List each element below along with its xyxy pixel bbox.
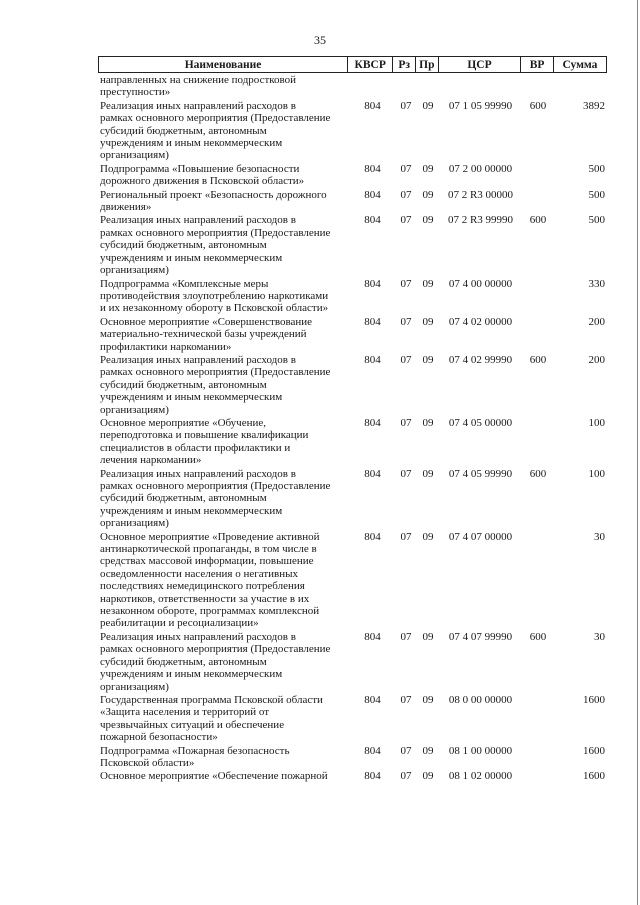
name-line: учреждениям и иным некоммерческим	[100, 251, 283, 264]
cell-rz: 07	[400, 770, 412, 783]
name-line: лечения наркомании»	[100, 454, 202, 467]
cell-rz: 07	[400, 277, 412, 290]
name-line: Реализация иных направлений расходов в	[100, 99, 296, 112]
name-line: Основное мероприятие «Обеспечение пожарной	[100, 770, 328, 783]
name-line: преступности»	[100, 86, 171, 99]
cell-pr: 09	[422, 770, 434, 783]
name-line: последствиях немедицинского потребления	[100, 580, 305, 593]
cell-csr: 07 4 05 99990	[448, 467, 513, 480]
cell-kvsr	[350, 74, 395, 99]
name-line: специалистов в области профилактики и	[100, 441, 291, 454]
name-line: движения»	[100, 201, 152, 214]
cell-csr: 08 1 00 00000	[448, 744, 513, 757]
name-line: организациям)	[100, 149, 169, 162]
header-vr: ВР	[521, 57, 554, 72]
cell-sum: 1600	[583, 770, 605, 783]
table-body	[98, 74, 607, 783]
cell-vr	[522, 694, 554, 744]
cell-sum: 1600	[583, 744, 605, 757]
name-line: рамках основного мероприятия (Предоставление	[100, 643, 331, 656]
cell-rz: 07	[400, 530, 412, 543]
cell-name	[98, 694, 350, 744]
cell-pr: 09	[422, 162, 434, 175]
table-row	[98, 74, 607, 99]
cell-vr	[522, 745, 554, 770]
table-row	[98, 770, 607, 782]
cell-rz: 07	[400, 744, 412, 757]
cell-name	[98, 189, 350, 214]
cell-csr: 07 2 R3 00000	[447, 188, 514, 201]
cell-pr: 09	[422, 277, 434, 290]
header-name: Наименование	[99, 57, 348, 72]
cell-name	[98, 316, 350, 353]
name-line: наркотиков, ответственности за участие в их	[100, 592, 310, 605]
name-line: субсидий бюджетным, автономным	[100, 124, 267, 137]
name-line: учреждениям и иным некоммерческим	[100, 668, 283, 681]
cell-pr: 09	[422, 188, 434, 201]
name-line: рамках основного мероприятия (Предоставление	[100, 366, 331, 379]
cell-vr: 600	[529, 353, 547, 366]
cell-kvsr: 804	[364, 214, 381, 227]
cell-name	[98, 354, 350, 416]
cell-rz: 07	[400, 99, 412, 112]
cell-pr: 09	[422, 530, 434, 543]
name-line: Подпрограмма «Пожарная безопасность	[100, 744, 290, 757]
name-line: организациям)	[100, 264, 169, 277]
name-line: учреждениям и иным некоммерческим	[100, 504, 283, 517]
cell-vr: 600	[529, 630, 547, 643]
cell-csr: 07 4 00 00000	[448, 277, 513, 290]
name-line: Псковской области»	[100, 756, 195, 769]
cell-csr: 08 0 00 00000	[448, 693, 513, 706]
budget-table	[98, 56, 607, 783]
cell-vr	[522, 770, 554, 782]
cell-csr: 07 2 00 00000	[448, 162, 513, 175]
cell-vr: 600	[529, 214, 547, 227]
cell-vr	[522, 417, 554, 467]
name-line: организациям)	[100, 517, 169, 530]
name-line: переподготовка и повышение квалификации	[100, 429, 309, 442]
cell-vr	[522, 531, 554, 630]
name-line: Подпрограмма «Комплексные меры	[100, 277, 269, 290]
cell-sum: 100	[588, 416, 605, 429]
cell-pr: 09	[422, 693, 434, 706]
table-row	[98, 316, 607, 353]
name-line: и их незаконному обороту в Псковской области»	[100, 302, 329, 315]
cell-vr: 600	[529, 99, 547, 112]
table-row	[98, 531, 607, 630]
cell-csr: 07 4 02 00000	[448, 315, 513, 328]
cell-name	[98, 100, 350, 162]
cell-name	[98, 74, 350, 99]
cell-sum: 200	[588, 353, 605, 366]
name-line: противодействия злоупотреблению наркотиками	[100, 289, 329, 302]
cell-kvsr: 804	[364, 770, 381, 783]
name-line: чрезвычайных ситуаций и обеспечение	[100, 718, 285, 731]
cell-sum: 330	[588, 277, 605, 290]
name-line: Реализация иных направлений расходов в	[100, 353, 296, 366]
cell-sum: 500	[588, 162, 605, 175]
name-line: пожарной безопасности»	[100, 731, 218, 744]
table-row	[98, 163, 607, 188]
cell-rz: 07	[400, 630, 412, 643]
name-line: Государственная программа Псковской области	[100, 693, 323, 706]
cell-sum: 500	[588, 214, 605, 227]
cell-sum: 30	[594, 630, 605, 643]
table-header	[98, 56, 607, 73]
cell-name	[98, 770, 350, 782]
cell-csr: 07 4 02 99990	[448, 353, 513, 366]
cell-rz: 07	[400, 188, 412, 201]
name-line: субсидий бюджетным, автономным	[100, 378, 267, 391]
name-line: субсидий бюджетным, автономным	[100, 655, 267, 668]
name-line: профилактики наркомании»	[100, 340, 232, 353]
cell-vr	[522, 278, 554, 315]
name-line: Региональный проект «Безопасность дорожного	[100, 188, 327, 201]
cell-sum: 100	[588, 467, 605, 480]
cell-csr: 07 1 05 99990	[448, 99, 513, 112]
table-row	[98, 745, 607, 770]
table-row	[98, 278, 607, 315]
cell-name	[98, 163, 350, 188]
name-line: средствах массовой информации, повышение	[100, 555, 314, 568]
cell-name	[98, 278, 350, 315]
name-line: антинаркотической пропаганды, в том числе в	[100, 543, 317, 556]
header-rz: Рз	[393, 57, 416, 72]
cell-pr: 09	[422, 353, 434, 366]
cell-rz: 07	[400, 162, 412, 175]
cell-rz: 07	[400, 214, 412, 227]
table-row	[98, 468, 607, 530]
cell-csr: 07 4 07 99990	[448, 630, 513, 643]
table-row	[98, 189, 607, 214]
cell-name	[98, 214, 350, 276]
cell-sum	[554, 74, 607, 99]
cell-kvsr: 804	[364, 315, 381, 328]
cell-pr: 09	[422, 315, 434, 328]
cell-pr: 09	[422, 99, 434, 112]
header-csr: ЦСР	[439, 57, 522, 72]
table-row	[98, 214, 607, 276]
cell-kvsr: 804	[364, 277, 381, 290]
cell-kvsr: 804	[364, 162, 381, 175]
cell-kvsr: 804	[364, 188, 381, 201]
cell-csr: 07 4 07 00000	[448, 530, 513, 543]
cell-kvsr: 804	[364, 416, 381, 429]
cell-pr: 09	[422, 416, 434, 429]
cell-name	[98, 631, 350, 693]
cell-kvsr: 804	[364, 467, 381, 480]
cell-csr: 07 2 R3 99990	[447, 214, 514, 227]
cell-pr: 09	[422, 214, 434, 227]
name-line: организациям)	[100, 680, 169, 693]
cell-vr	[522, 74, 554, 99]
cell-vr	[522, 163, 554, 188]
cell-pr: 09	[422, 744, 434, 757]
name-line: материально-технической базы учреждений	[100, 328, 307, 341]
cell-kvsr: 804	[364, 630, 381, 643]
cell-sum: 200	[588, 315, 605, 328]
cell-rz: 07	[400, 315, 412, 328]
cell-rz: 07	[400, 353, 412, 366]
cell-name	[98, 745, 350, 770]
page-number: 35	[314, 33, 326, 47]
name-line: дорожного движения в Псковской области»	[100, 175, 305, 188]
cell-rz: 07	[400, 467, 412, 480]
name-line: организациям)	[100, 403, 169, 416]
name-line: «Защита населения и территорий от	[100, 706, 270, 719]
cell-rz: 07	[400, 416, 412, 429]
cell-rz	[395, 74, 417, 99]
name-line: Реализация иных направлений расходов в	[100, 467, 296, 480]
cell-sum: 30	[594, 530, 605, 543]
table-row	[98, 354, 607, 416]
name-line: Подпрограмма «Повышение безопасности	[100, 162, 300, 175]
name-line: учреждениям и иным некоммерческим	[100, 391, 283, 404]
table-row	[98, 100, 607, 162]
name-line: Основное мероприятие «Обучение,	[100, 416, 267, 429]
name-line: рамках основного мероприятия (Предоставление	[100, 226, 331, 239]
cell-name	[98, 468, 350, 530]
name-line: субсидий бюджетным, автономным	[100, 492, 267, 505]
name-line: незаконном обороте, программах комплексной	[100, 605, 320, 618]
cell-pr: 09	[422, 467, 434, 480]
cell-csr: 07 4 05 00000	[448, 416, 513, 429]
cell-name	[98, 417, 350, 467]
cell-kvsr: 804	[364, 693, 381, 706]
cell-kvsr: 804	[364, 99, 381, 112]
cell-kvsr: 804	[364, 353, 381, 366]
header-pr: Пр	[416, 57, 439, 72]
cell-vr: 600	[529, 467, 547, 480]
cell-kvsr: 804	[364, 744, 381, 757]
name-line: реабилитации и ресоциализации»	[100, 617, 259, 630]
name-line: субсидий бюджетным, автономным	[100, 239, 267, 252]
cell-csr: 08 1 02 00000	[448, 770, 513, 783]
cell-sum: 3892	[583, 99, 605, 112]
scan-edge-line	[637, 0, 638, 905]
name-line: рамках основного мероприятия (Предоставление	[100, 480, 331, 492]
cell-pr	[417, 74, 439, 99]
header-sum: Сумма	[562, 58, 598, 71]
table-row	[98, 631, 607, 693]
cell-name	[98, 531, 350, 630]
table-row	[98, 694, 607, 744]
name-line: Реализация иных направлений расходов в	[100, 214, 296, 227]
name-line: Основное мероприятие «Проведение активной	[100, 530, 320, 543]
name-line: осведомленности населения о негативных	[100, 567, 299, 580]
cell-vr	[522, 189, 554, 214]
cell-vr	[522, 316, 554, 353]
name-line: Основное мероприятие «Совершенствование	[100, 315, 313, 328]
name-line: учреждениям и иным некоммерческим	[100, 137, 283, 150]
name-line: рамках основного мероприятия (Предоставление	[100, 112, 331, 125]
cell-kvsr: 804	[364, 530, 381, 543]
cell-sum: 500	[588, 188, 605, 201]
cell-rz: 07	[400, 693, 412, 706]
name-line: направленных на снижение подростковой	[100, 74, 297, 86]
table-row	[98, 417, 607, 467]
name-line: Реализация иных направлений расходов в	[100, 630, 296, 643]
cell-pr: 09	[422, 630, 434, 643]
cell-csr	[439, 74, 522, 99]
header-kvsr: КВСР	[348, 57, 393, 72]
cell-sum: 1600	[583, 693, 605, 706]
